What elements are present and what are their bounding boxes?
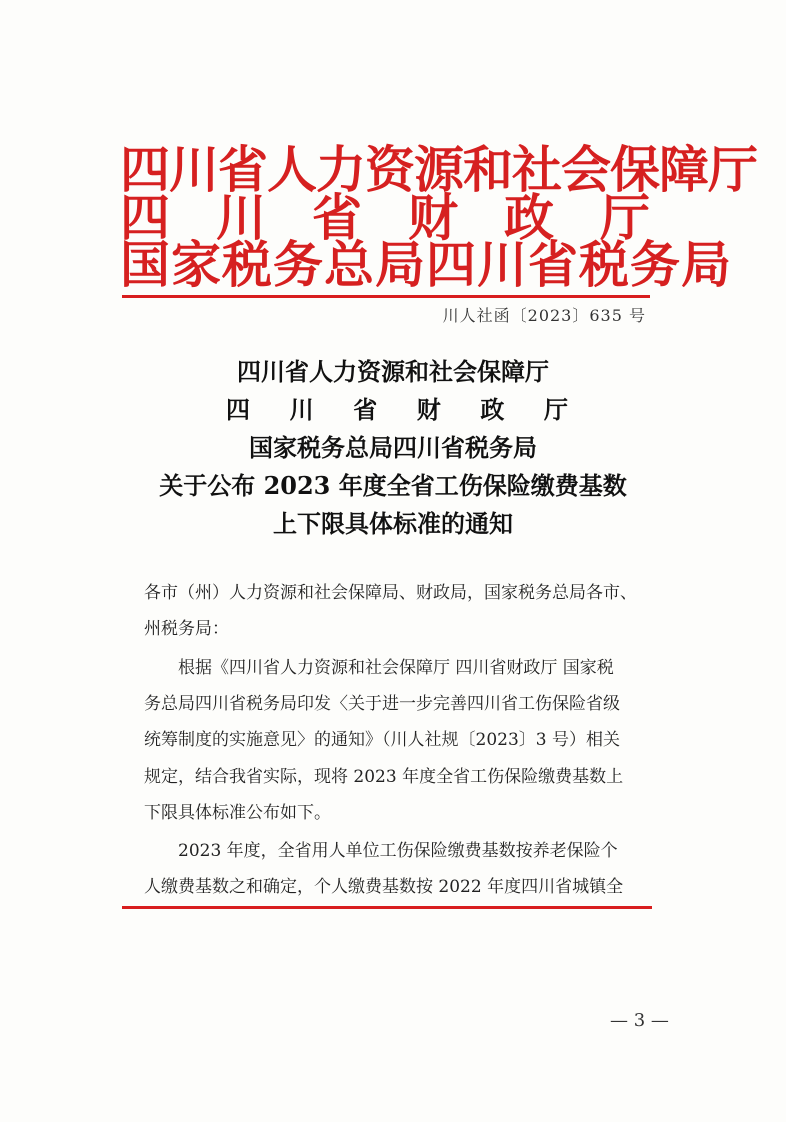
body-line: 各市（州）人力资源和社会保障局、财政局，国家税务总局各市、: [144, 583, 637, 603]
letterhead-char: 厅: [600, 188, 650, 247]
body-line: 人缴费基数之和确定，个人缴费基数按 2022 年度四川省城镇全: [144, 877, 624, 897]
title-char: 政: [480, 395, 505, 424]
title-char: 财: [416, 395, 441, 424]
title-line-1: 四川省人力资源和社会保障厅: [237, 357, 549, 386]
letterhead-char: 省: [312, 188, 362, 247]
title-line-5: 上下限具体标准的通知: [273, 509, 513, 538]
letterhead-line-3: 国家税务总局四川省税务局: [120, 235, 732, 294]
title-line-4: 关于公布 2023 年度全省工伤保险缴费基数: [159, 471, 627, 500]
body-line: 州税务局：: [144, 619, 229, 639]
body-line: 根据《四川省人力资源和社会保障厅 四川省财政厅 国家税: [178, 658, 614, 678]
title-char: 厅: [543, 395, 568, 424]
letterhead-char: 财: [408, 188, 458, 247]
title-char: 川: [289, 395, 314, 424]
body-line: 2023 年度，全省用人单位工伤保险缴费基数按养老保险个: [178, 841, 618, 861]
title-line-2: [226, 390, 568, 425]
page-number: — 3 —: [610, 1010, 669, 1031]
document-number: 川人社函〔2023〕635 号: [442, 306, 646, 325]
footer-divider: [122, 906, 652, 909]
letterhead-divider: [122, 295, 650, 298]
letterhead-char: 四: [120, 188, 170, 247]
letterhead-line-1: 四川省人力资源和社会保障厅: [120, 140, 757, 199]
title-char: 四: [226, 395, 250, 424]
body-line: 规定，结合我省实际，现将 2023 年度全省工伤保险缴费基数上: [144, 767, 624, 787]
body-line: 务总局四川省税务局印发〈关于进一步完善四川省工伤保险省级: [144, 694, 620, 714]
title-line-3: 国家税务总局四川省税务局: [249, 433, 537, 462]
letterhead-char: 政: [504, 188, 554, 247]
title-char: 省: [353, 395, 378, 424]
letterhead-char: 川: [216, 188, 266, 247]
body-line: 统筹制度的实施意见〉的通知》（川人社规〔2023〕3 号）相关: [144, 730, 620, 750]
body-line: 下限具体标准公布如下。: [144, 803, 331, 823]
